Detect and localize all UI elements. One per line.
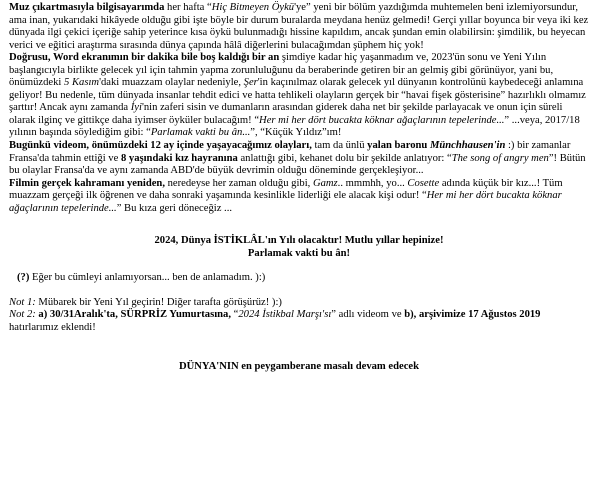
- hero-lead: Filmin gerçek kahramanı yeniden,: [9, 177, 165, 189]
- march-title: 2024 İstikbal Marşı'sı: [238, 309, 332, 321]
- note-2-label: Not 2:: [9, 309, 36, 321]
- note-1-label: Not 1:: [9, 296, 36, 308]
- question-mark: (?): [17, 272, 30, 284]
- note-2: Not 2: a) 30/31Aralık'ta, SÜRPRİZ Yumurtasına, “2024 İstikbal Marşı'sı” adlı videom ve b), arşivimize 17 Ağustos 2019 hatırlarımız eklendi!: [9, 309, 541, 334]
- video-lead: Bugünkü videom, önümüzdeki 12 ay içinde yaşayacağımız olayları,: [9, 140, 312, 152]
- paragraph-intro: Muz çıkartmasıyla bilgisayarımda her hafta “Hiç Bitmeyen Öykü'ye” yeni bir bölüm yazdığımda muhtemelen beni izlemiyorsundur, ama inan, yukarıdaki hikâyede olduğu gibi işte böyle bir durum buralarda meydana henüz gelmedi! Gerçi yıllar boyunca bir veya iki kez dünyada ilgi çekici içeriğe sahip yeterince kısa öykü bulunmadığı hissine kapıldım, ancak şundan emin olabilirsin: şimdilik, bu heyecan verici ve eğitici araştırma sırasında dünya çapında hâlâ diğerlerini bulacağımdan şüphem hiç yok!: [9, 2, 589, 51]
- story-title: Hiç Bitmeyen Öykü: [211, 2, 295, 13]
- quote-shine-time: Parlamak vakti bu ân...: [150, 127, 251, 139]
- footer-line: DÜNYA'NIN en peygamberane masalı devam edecek: [178, 360, 419, 372]
- note-1: Not 1: Mübarek bir Yeni Yıl geçirin! Diğer tarafta görüşürüz! ):): [9, 296, 282, 308]
- munchhausen-name: Münchhausen'in: [429, 140, 506, 152]
- headline-line-2: Parlamak vakti bu ân!: [247, 247, 351, 259]
- question-line: (?) Eğer bu cümleyi anlamıyorsan... ben de anlamadım. ):): [17, 272, 266, 284]
- word-screen-lead: Doğrusu, Word ekranımın bir dakika bile boş kaldığı bir an: [9, 52, 280, 64]
- quote-fir-trees: Her mi her dört bucakta köknar ağaçlarının tepelerinde...: [259, 114, 505, 126]
- headline-line-1: 2024, Dünya İSTİKLÂL'ın Yılı olacaktır! Mutlu yıllar hepinize!: [154, 235, 444, 247]
- song-title: The song of angry men: [451, 152, 549, 164]
- paragraph-word-screen: Doğrusu, Word ekranımın bir dakika bile boş kaldığı bir an şimdiye kadar hiç yaşanmadım ve, 2023'ün sonu ve Yeni Yılın başlangıcıyla birlikte gelecek yıl için tahmin yapma zorunluluğunu da beraberinde getiren bir an gelmiş gibi görünüyor, yani bu, önümüzdeki 5 Kasım'daki muazzam olaylar nedeniyle, Şer'in kaçınılmaz olarak gelecek yıl dünyanın kontrolünü kaybedeceği anlamına geliyor! Bu nedenle, tüm dünyada insanlar tehdit edici ve hatta tehlikeli olayların gerçek bir “havai fişek gösterisine” hazırlıklı olmamız şarttır! Ancak aynı zamanda İyi'nin zaferi sisin ve dumanların arasından giderek daha net bir şekilde parlayacak ve onun için süreli olarak ilginç ve gittikçe daha iyimser öyküler bulacağım! “Her mi her dört bucakta köknar ağaçlarının tepelerinde...” ...veya, 2017/18 yılının başında söylediğim gibi: “Parlamak vakti bu ân...”, “Küçük Yıldız”ım!: [9, 52, 586, 139]
- intro-lead: Muz çıkartmasıyla bilgisayarımda: [9, 2, 165, 13]
- quote-fir-trees-2: Her mi her dört bucakta köknar ağaçlarının tepelerinde...: [9, 190, 562, 214]
- paragraph-video: Bugünkü videom, önümüzdeki 12 ay içinde yaşayacağımız olayları, tam da ünlü yalan baronu Münchhausen'in :) bir zamanlar Fransa'da tahmin ettiği ve 8 yaşındaki kız hayranına anlattığı gibi, kehanet dolu bir şekilde anlatıyor: “The song of angry men”! Bütün bu olaylar Fransa'da ve aynı zamanda ABD'de büyük devrimin olduğu döneminde gerçekleşiyor...: [9, 140, 586, 177]
- paragraph-hero: Filmin gerçek kahramanı yeniden, neredeyse her zaman olduğu gibi, Gamz.. mmmhh, yo... Cosette adında küçük bir kız...! Tüm muazzam gerçeği ilk öğrenen ve daha sonraki yaşamında kesinlikle liderliği ele alacak kişi odur! “Her mi her dört bucakta köknar ağaçlarının tepelerinde...” Bu kıza geri döneceğiz ...: [9, 177, 563, 214]
